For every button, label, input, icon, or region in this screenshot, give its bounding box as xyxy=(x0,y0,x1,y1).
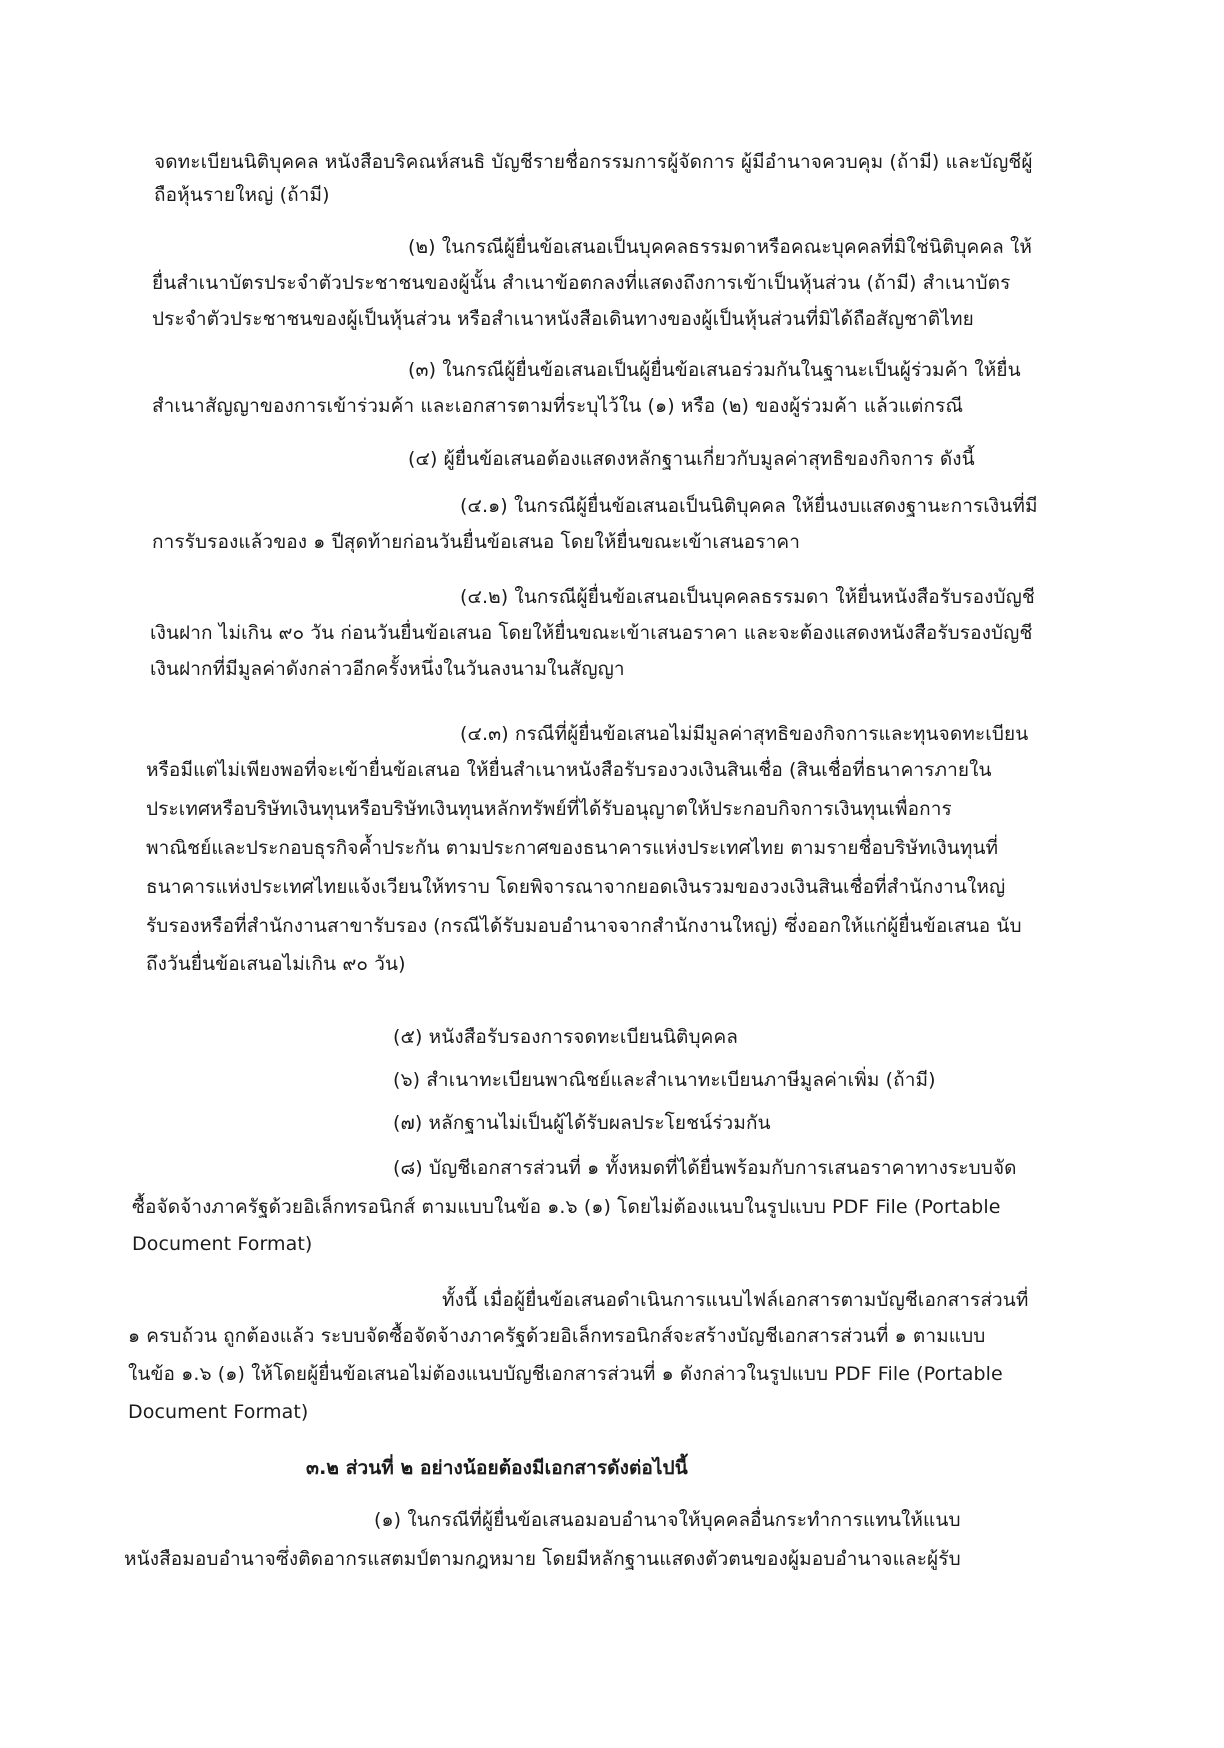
text-line: เงินฝากที่มีมูลค่าดังกล่าวอีกครั้งหนึ่งในวันลงนามในสัญญา xyxy=(150,658,625,680)
text-line: (๗) หลักฐานไม่เป็นผู้ได้รับผลประโยชน์ร่วมกัน xyxy=(393,1112,771,1134)
text-line: (๖) สำเนาทะเบียนพาณิชย์และสำเนาทะเบียนภาษีมูลค่าเพิ่ม (ถ้ามี) xyxy=(393,1069,936,1091)
text-line: Document Format) xyxy=(128,1401,309,1423)
text-line: การรับรองแล้วของ ๑ ปีสุดท้ายก่อนวันยื่นข้อเสนอ โดยให้ยื่นขณะเข้าเสนอราคา xyxy=(152,531,800,553)
section-heading: ๓.๒ ส่วนที่ ๒ อย่างน้อยต้องมีเอกสารดังต่อไปนี้ xyxy=(306,1457,688,1479)
text-line: จดทะเบียนนิติบุคคล หนังสือบริคณห์สนธิ บัญชีรายชื่อกรรมการผู้จัดการ ผู้มีอำนาจควบคุม (ถ้ามี) และบัญชีผู้ xyxy=(154,151,1033,173)
text-line: (๔.๓) กรณีที่ผู้ยื่นข้อเสนอไม่มีมูลค่าสุทธิของกิจการและทุนจดทะเบียน xyxy=(460,723,1029,745)
text-line: (๕) หนังสือรับรองการจดทะเบียนนิติบุคคล xyxy=(393,1026,739,1048)
text-line: ในข้อ ๑.๖ (๑) ให้โดยผู้ยื่นข้อเสนอไม่ต้องแนบบัญชีเอกสารส่วนที่ ๑ ดังกล่าวในรูปแบบ PDF File (Portable xyxy=(128,1363,1003,1385)
text-line: (๔.๒) ในกรณีผู้ยื่นข้อเสนอเป็นบุคคลธรรมดา ให้ยื่นหนังสือรับรองบัญชี xyxy=(460,586,1035,608)
text-line: ยื่นสำเนาบัตรประจำตัวประชาชนของผู้นั้น สำเนาข้อตกลงที่แสดงถึงการเข้าเป็นหุ้นส่วน (ถ้ามี) สำเนาบัตร xyxy=(152,272,1011,294)
text-line: ถือหุ้นรายใหญ่ (ถ้ามี) xyxy=(154,184,330,206)
text-line: หนังสือมอบอำนาจซึ่งติดอากรแสตมป์ตามกฎหมาย โดยมีหลักฐานแสดงตัวตนของผู้มอบอำนาจและผู้รับ xyxy=(124,1548,961,1570)
text-line: พาณิชย์และประกอบธุรกิจค้ำประกัน ตามประกาศของธนาคารแห่งประเทศไทย ตามรายชื่อบริษัทเงินทุนที่ xyxy=(146,837,999,859)
text-line: สำเนาสัญญาของการเข้าร่วมค้า และเอกสารตามที่ระบุไว้ใน (๑) หรือ (๒) ของผู้ร่วมค้า แล้วแต่กรณี xyxy=(152,395,964,417)
text-line: (๒) ในกรณีผู้ยื่นข้อเสนอเป็นบุคคลธรรมดาหรือคณะบุคคลที่มิใช่นิติบุคคล ให้ xyxy=(408,236,1033,258)
text-line: (๘) บัญชีเอกสารส่วนที่ ๑ ทั้งหมดที่ได้ยื่นพร้อมกับการเสนอราคาทางระบบจัด xyxy=(393,1157,1017,1179)
text-line: ประเทศหรือบริษัทเงินทุนหรือบริษัทเงินทุนหลักทรัพย์ที่ได้รับอนุญาตให้ประกอบกิจการเงินทุนเพื่อการ xyxy=(146,798,952,820)
text-line: ถึงวันยื่นข้อเสนอไม่เกิน ๙๐ วัน) xyxy=(146,953,406,975)
text-line: ธนาคารแห่งประเทศไทยแจ้งเวียนให้ทราบ โดยพิจารณาจากยอดเงินรวมของวงเงินสินเชื่อที่สำนักงานใหญ่ xyxy=(146,876,1006,898)
text-line: ประจำตัวประชาชนของผู้เป็นหุ้นส่วน หรือสำเนาหนังสือเดินทางของผู้เป็นหุ้นส่วนที่มิได้ถือสัญชาติไทย xyxy=(152,308,974,330)
text-line: (๓) ในกรณีผู้ยื่นข้อเสนอเป็นผู้ยื่นข้อเสนอร่วมกันในฐานะเป็นผู้ร่วมค้า ให้ยื่น xyxy=(408,359,1021,381)
text-line: (๑) ในกรณีที่ผู้ยื่นข้อเสนอมอบอำนาจให้บุคคลอื่นกระทำการแทนให้แนบ xyxy=(374,1509,961,1531)
text-line: (๔) ผู้ยื่นข้อเสนอต้องแสดงหลักฐานเกี่ยวกับมูลค่าสุทธิของกิจการ ดังนี้ xyxy=(408,448,975,470)
text-line: เงินฝาก ไม่เกิน ๙๐ วัน ก่อนวันยื่นข้อเสนอ โดยให้ยื่นขณะเข้าเสนอราคา และจะต้องแสดงหนังสือรับรองบัญชี xyxy=(150,622,1033,644)
text-line: (๔.๑) ในกรณีผู้ยื่นข้อเสนอเป็นนิติบุคคล ให้ยื่นงบแสดงฐานะการเงินที่มี xyxy=(460,495,1038,517)
text-line: หรือมีแต่ไม่เพียงพอที่จะเข้ายื่นข้อเสนอ ให้ยื่นสำเนาหนังสือรับรองวงเงินสินเชื่อ (สินเชื่อที่ธนาคารภายใน xyxy=(146,759,992,781)
text-line: รับรองหรือที่สำนักงานสาขารับรอง (กรณีได้รับมอบอำนาจจากสำนักงานใหญ่) ซึ่งออกให้แก่ผู้ยื่นข้อเสนอ นับ xyxy=(146,915,1022,937)
text-line: Document Format) xyxy=(132,1233,313,1255)
text-line: ซื้อจัดจ้างภาครัฐด้วยอิเล็กทรอนิกส์ ตามแบบในข้อ ๑.๖ (๑) โดยไม่ต้องแนบในรูปแบบ PDF File (Portable xyxy=(132,1196,1001,1218)
text-line: ๑ ครบถ้วน ถูกต้องแล้ว ระบบจัดซื้อจัดจ้างภาครัฐด้วยอิเล็กทรอนิกส์จะสร้างบัญชีเอกสารส่วนที่ ๑ ตามแบบ xyxy=(128,1325,986,1347)
text-line: ทั้งนี้ เมื่อผู้ยื่นข้อเสนอดำเนินการแนบไฟล์เอกสารตามบัญชีเอกสารส่วนที่ xyxy=(442,1289,1029,1311)
